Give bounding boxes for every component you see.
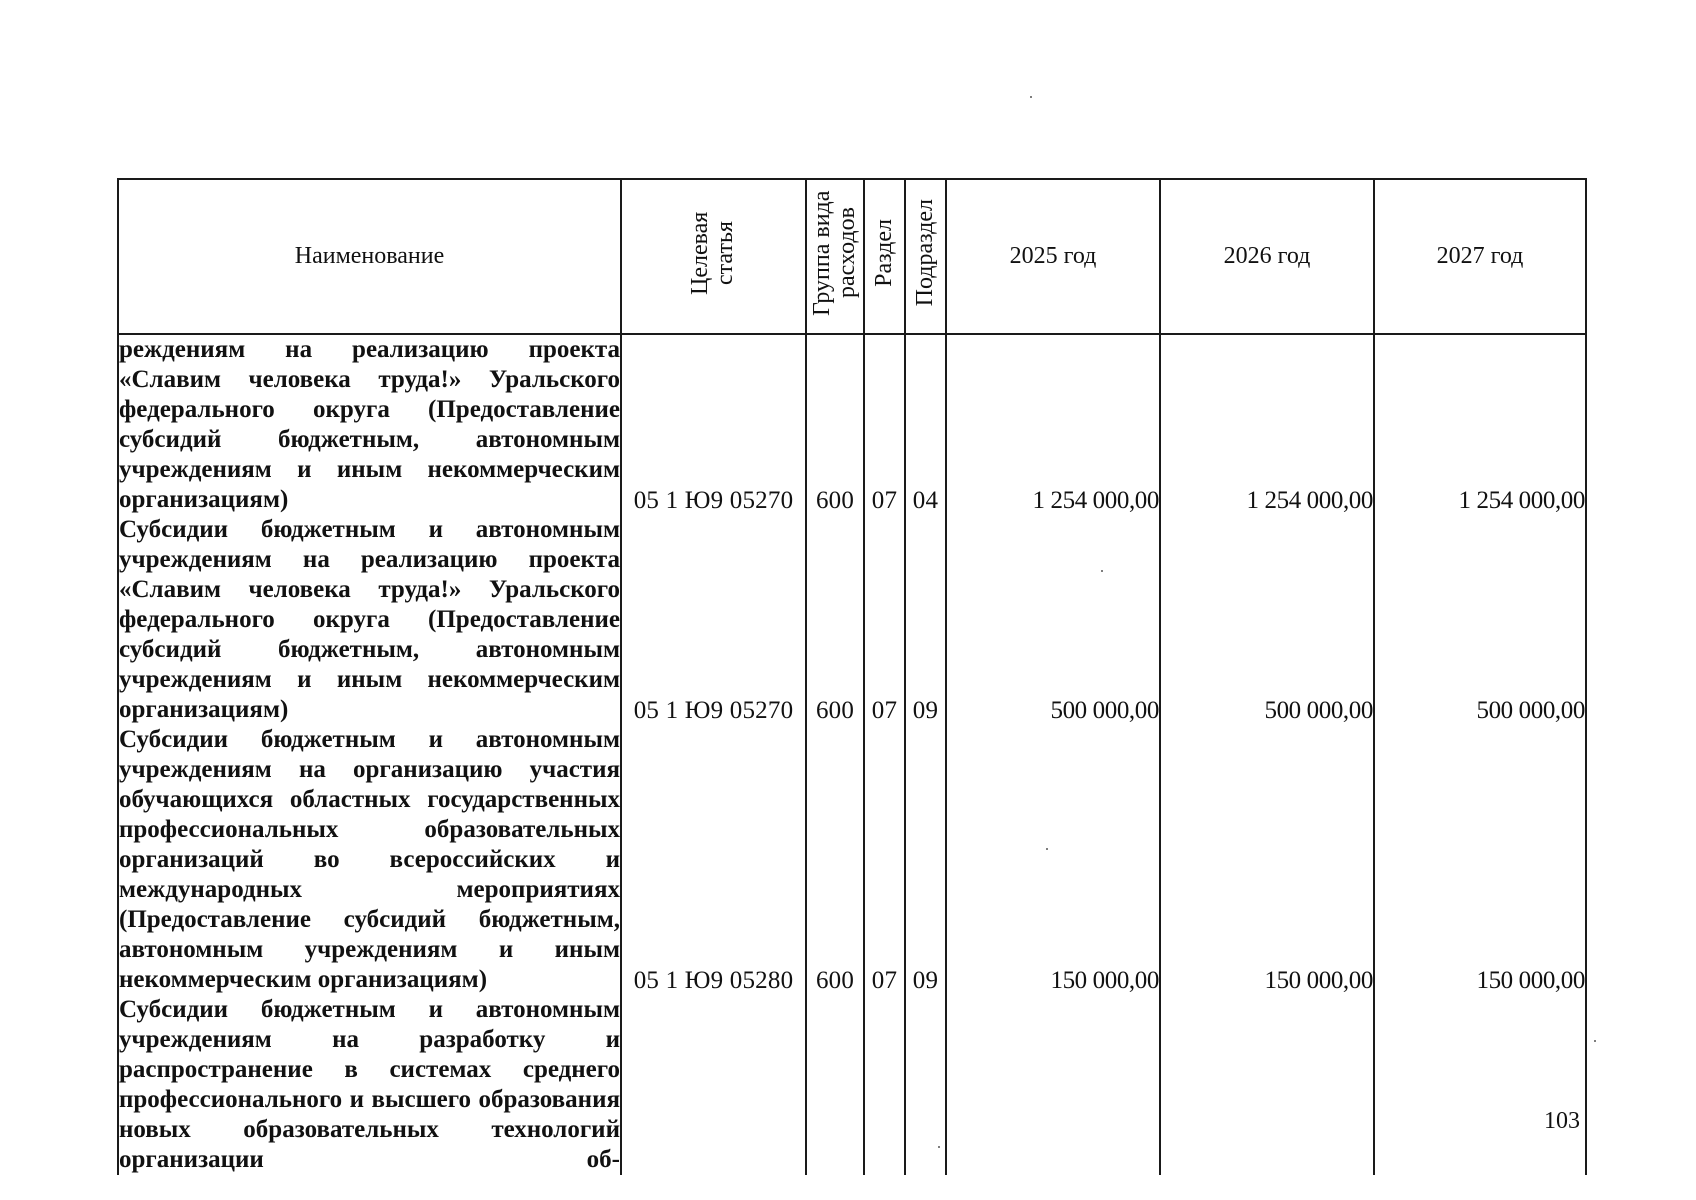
- header-year-2027-label: 2027 год: [1436, 243, 1524, 269]
- header-year-2027: [1374, 179, 1586, 334]
- row-amount-2025: 500 000,00: [946, 515, 1160, 725]
- scan-speck: [1030, 96, 1032, 98]
- row-amount-2025: [946, 995, 1160, 1175]
- row-name: Субсидии бюджетным и автономным учреждениям на реализацию проекта «Славим человека труда!» Уральского федерального округа (Предоставление субсидий бюджетным, автономным учреждениям и иным некоммерческим организациям): [119, 516, 620, 723]
- row-amount-2027: 150 000,00: [1374, 725, 1586, 995]
- table-row: [118, 725, 1586, 995]
- header-name: [118, 179, 621, 334]
- row-subsection: 04: [905, 334, 946, 515]
- header-expense-group: [806, 179, 864, 334]
- budget-table: [117, 178, 1587, 1175]
- header-subsection-label: Подраздел: [911, 199, 938, 307]
- row-expense-group: 600: [806, 515, 864, 725]
- row-amount-2027: [1374, 995, 1586, 1175]
- header-expense-group-label: Группа вида расходов: [808, 190, 860, 316]
- scan-speck: [1594, 1040, 1596, 1042]
- row-amount-2027: 1 254 000,00: [1374, 334, 1586, 515]
- row-section: 07: [864, 725, 905, 995]
- row-name: реждениям на реализацию проекта «Славим человека труда!» Уральского федерального округа (Предоставление субсидий бюджетным, автономным учреждениям и иным некоммерческим организациям): [119, 336, 620, 513]
- row-target-article: 05 1 Ю9 05270: [621, 334, 806, 515]
- row-amount-2027: 500 000,00: [1374, 515, 1586, 725]
- row-name: Субсидии бюджетным и автономным учреждениям на разработку и распространение в системах среднего профессионального и высшего образования новых образовательных технологий организации об-: [119, 996, 620, 1173]
- header-name-label: Наименование: [294, 243, 445, 269]
- header-year-2026-label: 2026 год: [1223, 243, 1311, 269]
- header-year-2025: [946, 179, 1160, 334]
- row-subsection: [905, 995, 946, 1175]
- row-target-article: 05 1 Ю9 05280: [621, 725, 806, 995]
- row-expense-group: 600: [806, 725, 864, 995]
- row-name: Субсидии бюджетным и автономным учреждениям на организацию участия обучающихся областных государственных профессиональных образовательных организаций во всероссийских и международных мероприятиях (Предоставление субсидий бюджетным, автономным учреждениям и иным некоммерческим организациям): [119, 726, 620, 993]
- row-amount-2026: 150 000,00: [1160, 725, 1374, 995]
- row-amount-2025: 150 000,00: [946, 725, 1160, 995]
- row-section: [864, 995, 905, 1175]
- table-row: [118, 515, 1586, 725]
- header-year-2025-label: 2025 год: [1009, 243, 1097, 269]
- header-section-label: Раздел: [870, 219, 897, 287]
- table-row: [118, 334, 1586, 515]
- header-target-article: [621, 179, 806, 334]
- header-target-article-label: Целевая статья: [687, 211, 739, 295]
- row-amount-2026: 1 254 000,00: [1160, 334, 1374, 515]
- row-subsection: 09: [905, 515, 946, 725]
- row-section: 07: [864, 334, 905, 515]
- row-amount-2026: [1160, 995, 1374, 1175]
- header-subsection: [905, 179, 946, 334]
- row-target-article: [621, 995, 806, 1175]
- row-target-article: 05 1 Ю9 05270: [621, 515, 806, 725]
- header-section: [864, 179, 905, 334]
- row-expense-group: [806, 995, 864, 1175]
- table-row-partial: [118, 995, 1586, 1175]
- row-section: 07: [864, 515, 905, 725]
- row-amount-2026: 500 000,00: [1160, 515, 1374, 725]
- row-expense-group: 600: [806, 334, 864, 515]
- row-subsection: 09: [905, 725, 946, 995]
- header-year-2026: [1160, 179, 1374, 334]
- page-number: 103: [1544, 1108, 1580, 1134]
- table-header-row: [118, 179, 1586, 334]
- row-amount-2025: 1 254 000,00: [946, 334, 1160, 515]
